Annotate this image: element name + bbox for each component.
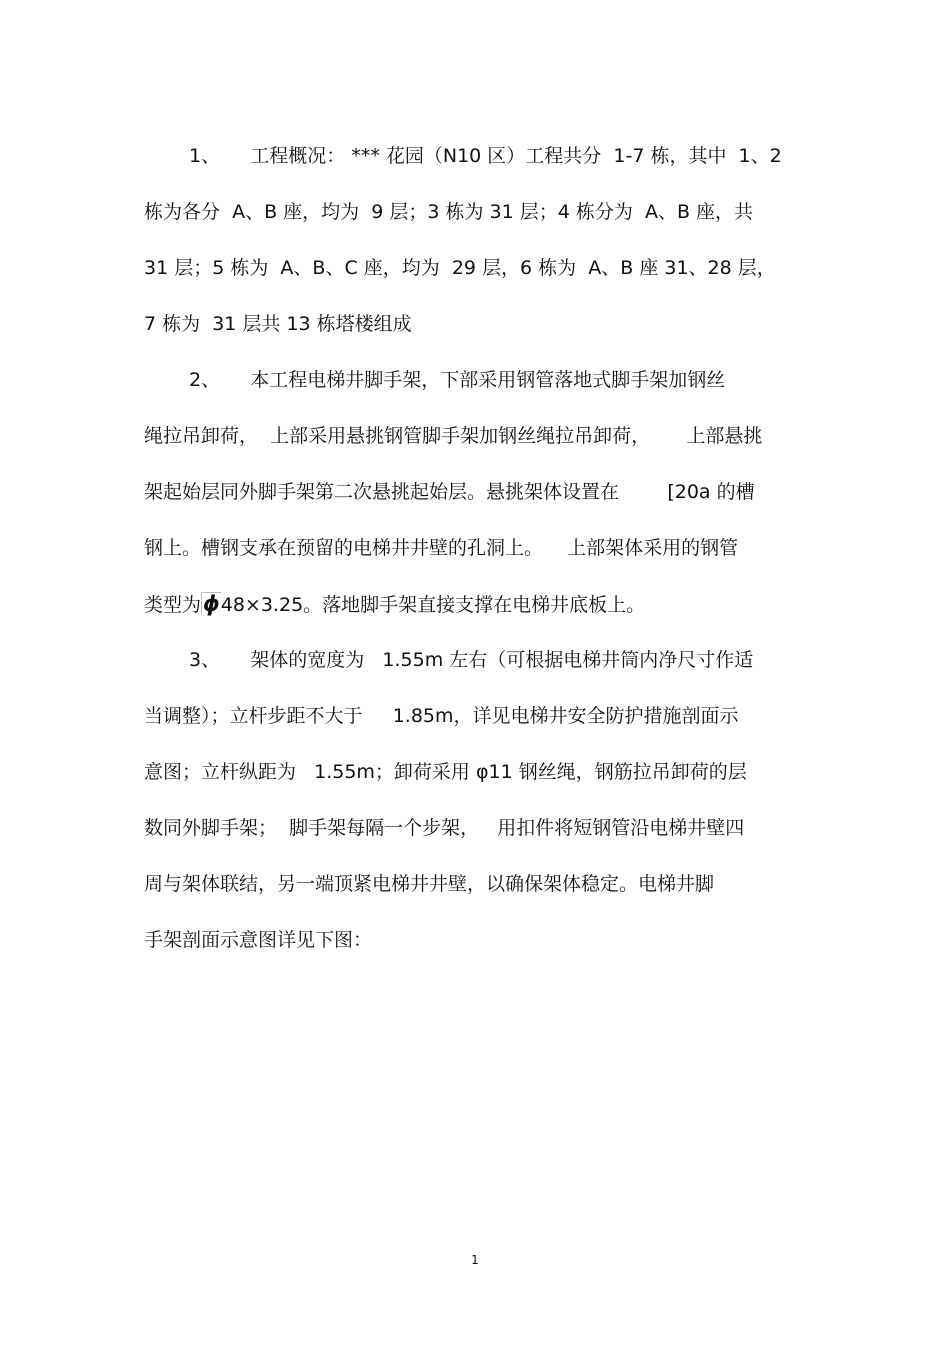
paragraph-1-line-2: 栋为各分 A、B 座，均为 9 层；3 栋为 31 层；4 栋分为 A、B 座，共 — [144, 201, 754, 223]
paragraph-1-line-4: 7 栋为 31 层共 13 栋塔楼组成 — [144, 313, 412, 335]
paragraph-2-line-3: 架起始层同外脚手架第二次悬挑起始层。悬挑架体设置在 [20a 的槽 — [144, 481, 755, 503]
paragraph-3-line-3: 意图；立杆纵距为 1.55m；卸荷采用 φ11 钢丝绳，钢筋拉吊卸荷的层 — [144, 761, 747, 783]
paragraph-3-line-5: 周与架体联结，另一端顶紧电梯井井壁，以确保架体稳定。电梯井脚 — [144, 873, 715, 895]
pipe-type-prefix: 类型为 — [144, 594, 202, 616]
paragraph-1-line-1: 1、 工程概况： *** 花园（N10 区）工程共分 1-7 栋，其中 1、2 — [189, 145, 782, 167]
paragraph-1-line-3: 31 层；5 栋为 A、B、C 座，均为 29 层，6 栋为 A、B 座 31、28 层， — [144, 257, 776, 279]
pipe-type-suffix: 48×3.25。落地脚手架直接支撑在电梯井底板上。 — [220, 594, 646, 616]
paragraph-2-line-1: 2、 本工程电梯井脚手架，下部采用钢管落地式脚手架加钢丝 — [189, 369, 726, 391]
paragraph-3-line-1: 3、 架体的宽度为 1.55m 左右（可根据电梯井筒内净尺寸作适 — [189, 649, 754, 671]
phi-diameter-icon: ϕ — [203, 592, 220, 616]
paragraph-2-line-5 — [144, 592, 645, 617]
paragraph-3-line-6: 手架剖面示意图详见下图： — [144, 929, 373, 951]
page-number: 1 — [471, 1253, 479, 1267]
paragraph-3-line-4: 数同外脚手架； 脚手架每隔一个步架， 用扣件将短钢管沿电梯井壁四 — [144, 817, 745, 839]
paragraph-2-line-4: 钢上。槽钢支承在预留的电梯井井壁的孔洞上。 上部架体采用的钢管 — [144, 537, 739, 559]
paragraph-3-line-2: 当调整）；立杆步距不大于 1.85m，详见电梯井安全防护措施剖面示 — [144, 705, 739, 727]
paragraph-2-line-2: 绳拉吊卸荷， 上部采用悬挑钢管脚手架加钢丝绳拉吊卸荷， 上部悬挑 — [144, 425, 763, 447]
